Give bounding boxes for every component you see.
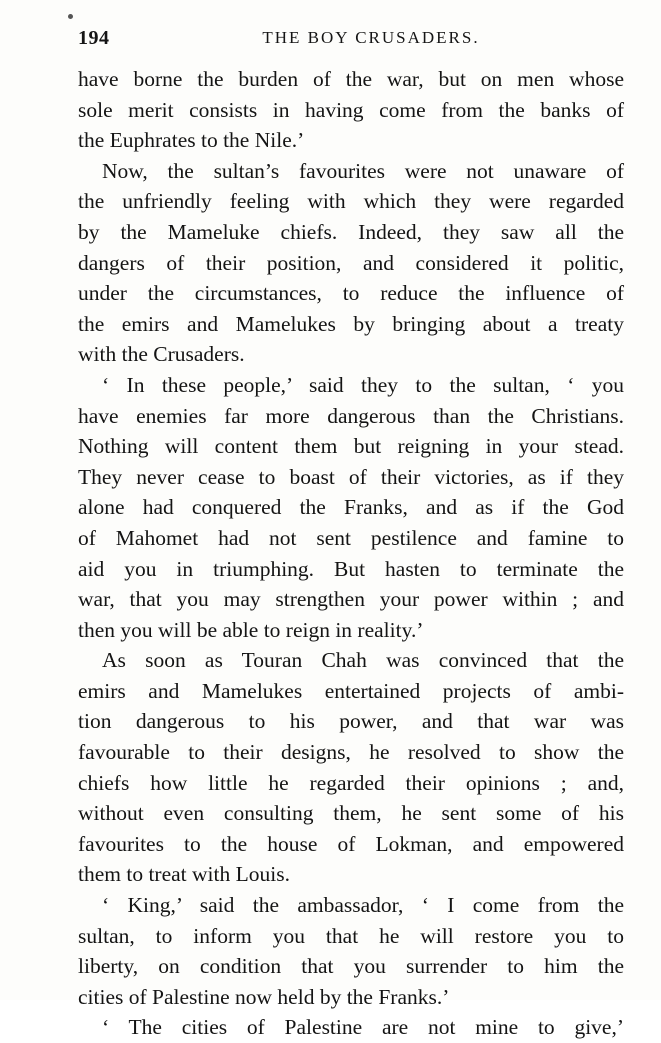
text-line: ‘ King,’ said the ambassador, ‘ I come from the — [102, 893, 624, 918]
text-line: war, that you may strengthen your power within ; and — [78, 587, 624, 612]
text-line: have enemies far more dangerous than the Christians. — [78, 403, 624, 428]
text-line: Nothing will content them but reigning in your stead. — [78, 434, 624, 459]
text-line: the emirs and Mamelukes by bringing about a treaty — [78, 311, 624, 336]
running-title: THE BOY CRUSADERS. — [262, 28, 480, 47]
text-line: under the circumstances, to reduce the influence of — [78, 281, 624, 306]
text-line: sole merit consists in having come from the banks of — [78, 97, 624, 122]
text-line: them to treat with Louis. — [78, 862, 290, 887]
text-line: dangers of their position, and considered it politic, — [78, 250, 624, 275]
text-line: the Euphrates to the Nile.’ — [78, 128, 305, 153]
page-number: 194 — [78, 27, 110, 49]
ink-speck — [68, 14, 73, 19]
text-line: of Mahomet had not sent pestilence and famine to — [78, 525, 624, 550]
body-text — [78, 64, 624, 1043]
text-line: tion dangerous to his power, and that war was — [78, 709, 624, 734]
text-line: They never cease to boast of their victories, as if they — [78, 464, 624, 489]
text-line: ‘ The cities of Palestine are not mine to give,’ — [102, 1015, 624, 1040]
text-line: the unfriendly feeling with which they were regarded — [78, 189, 624, 214]
text-line: aid you in triumphing. But hasten to terminate the — [78, 556, 624, 581]
text-line: Now, the sultan’s favourites were not unaware of — [102, 158, 624, 183]
text-line: with the Crusaders. — [78, 342, 245, 367]
text-line: sultan, to inform you that he will restore you to — [78, 923, 624, 948]
text-line: emirs and Mamelukes entertained projects of ambi- — [78, 678, 624, 703]
text-line: chiefs how little he regarded their opinions ; and, — [78, 770, 624, 795]
text-line: liberty, on condition that you surrender to him the — [78, 954, 624, 979]
text-line: cities of Palestine now held by the Franks.’ — [78, 984, 450, 1009]
text-line: ‘ In these people,’ said they to the sultan, ‘ you — [102, 372, 624, 397]
text-line: without even consulting them, he sent some of his — [78, 801, 624, 826]
text-line: alone had conquered the Franks, and as if the God — [78, 495, 624, 520]
text-line: then you will be able to reign in reality.’ — [78, 617, 424, 642]
text-line: have borne the burden of the war, but on men whose — [78, 67, 624, 91]
text-line: by the Mameluke chiefs. Indeed, they saw all the — [78, 219, 624, 244]
text-line: favourable to their designs, he resolved to show the — [78, 740, 624, 765]
running-head — [78, 27, 634, 53]
text-line: As soon as Touran Chah was convinced that the — [102, 648, 624, 673]
text-line: favourites to the house of Lokman, and empowered — [78, 831, 624, 856]
